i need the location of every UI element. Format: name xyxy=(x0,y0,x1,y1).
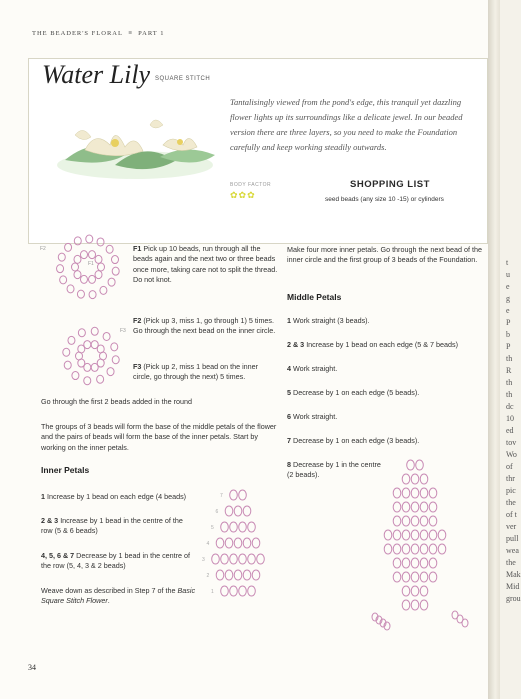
bead xyxy=(411,474,419,484)
bead xyxy=(234,538,242,548)
page-number: 34 xyxy=(28,663,36,672)
middle-step-5: 5 Decrease by 1 on each edge (5 beads). xyxy=(287,388,420,397)
bead xyxy=(411,600,419,610)
facing-page-fragment: the xyxy=(506,498,516,507)
subtitle: SQUARE STITCH xyxy=(155,76,211,82)
bead xyxy=(230,522,238,532)
facing-page-fragment: P xyxy=(506,318,511,327)
page-title: Water Lily xyxy=(42,60,151,89)
row-number: 1 xyxy=(211,589,214,595)
row-number: 3 xyxy=(202,557,205,563)
shopping-list-text: seed beads (any size 10 -15) or cylinders xyxy=(325,196,444,203)
bead xyxy=(407,460,415,470)
bead xyxy=(230,490,238,500)
bead xyxy=(429,502,437,512)
bead xyxy=(402,474,410,484)
bead xyxy=(74,271,81,279)
bead xyxy=(234,570,242,580)
bead xyxy=(68,336,75,344)
bead xyxy=(64,361,71,369)
facing-page-fragment: Wo xyxy=(506,450,517,459)
bead xyxy=(402,586,410,596)
inner-step-1: 1 Increase by 1 bead on each edge (4 beads) xyxy=(41,492,187,501)
bead xyxy=(420,558,428,568)
middle-intro: Make four more inner petals. Go through the next bead of the inner circle and the first group of 3 beads of the Foundation. xyxy=(287,245,482,265)
foundation-diagram-f3 xyxy=(56,318,131,393)
facing-page-fragment: wea xyxy=(506,546,519,555)
facing-page-fragment: th xyxy=(506,378,513,387)
bead xyxy=(67,285,74,293)
bead xyxy=(60,276,67,284)
running-head: THE BEADER'S FLORAL ≡ PART 1 xyxy=(32,30,165,37)
bead xyxy=(248,522,256,532)
facing-page-fragment: grou xyxy=(506,594,521,603)
bead xyxy=(411,544,419,554)
facing-page-fragment: t xyxy=(506,258,509,267)
facing-page-fragment: th xyxy=(506,390,513,399)
middle-step-1: 1 Work straight (3 beads). xyxy=(287,316,370,325)
bead xyxy=(86,235,93,243)
bead xyxy=(97,238,104,246)
diagram-label-f2: F2 xyxy=(40,246,46,252)
step-f3-after: Go through the first 2 beads added in the round xyxy=(41,397,193,406)
bead xyxy=(402,600,410,610)
bead xyxy=(252,570,260,580)
bead xyxy=(63,348,70,356)
facing-page-fragment: e xyxy=(506,282,510,291)
bead xyxy=(429,530,437,540)
bead xyxy=(402,488,410,498)
bead xyxy=(438,544,446,554)
bead xyxy=(248,586,256,596)
bead xyxy=(239,522,247,532)
bead xyxy=(212,554,220,564)
middle-step-2-3: 2 & 3 Increase by 1 bead on each edge (5 & 7 beads) xyxy=(287,340,459,349)
facing-page-fragment: dc xyxy=(506,402,514,411)
bead xyxy=(65,243,72,251)
facing-page-fragment: tov xyxy=(506,438,517,447)
middle-step-6: 6 Work straight. xyxy=(287,412,338,421)
bead xyxy=(257,554,265,564)
bead xyxy=(402,502,410,512)
bead xyxy=(416,460,424,470)
bead xyxy=(89,251,96,259)
facing-page-fragment: R xyxy=(506,366,512,375)
bead xyxy=(216,538,224,548)
bead xyxy=(411,586,419,596)
bead xyxy=(411,502,419,512)
bead xyxy=(112,356,119,364)
bead xyxy=(106,245,113,253)
middle-step-4: 4 Work straight. xyxy=(287,364,338,373)
bead xyxy=(420,586,428,596)
bead xyxy=(420,544,428,554)
weave-down-text: Weave down as described in Step 7 of the Basic Square Stitch Flower. xyxy=(41,586,196,606)
bead xyxy=(411,558,419,568)
bead xyxy=(72,372,79,380)
bead xyxy=(225,506,233,516)
facing-page-fragment: 10 xyxy=(506,414,514,423)
bead xyxy=(420,600,428,610)
bead xyxy=(411,572,419,582)
bead xyxy=(393,488,401,498)
middle-petals-heading: Middle Petals xyxy=(287,292,342,302)
bead xyxy=(97,375,104,383)
bead xyxy=(393,530,401,540)
bead xyxy=(95,255,102,263)
bead xyxy=(230,554,238,564)
bead xyxy=(57,265,64,273)
facing-page-fragment: of t xyxy=(506,510,517,519)
bead xyxy=(91,363,98,371)
bead xyxy=(91,327,98,335)
bead xyxy=(411,488,419,498)
step-f3: F3 (Pick up 2, miss 1 bead on the inner circle, go through the next) 5 times. xyxy=(133,362,259,382)
bead xyxy=(248,554,256,564)
bead xyxy=(411,516,419,526)
bead xyxy=(239,490,247,500)
bead xyxy=(243,538,251,548)
book-spine xyxy=(488,0,500,699)
bead xyxy=(221,522,229,532)
facing-page-fragment: Mak xyxy=(506,570,521,579)
bead xyxy=(384,530,392,540)
inner-petals-heading: Inner Petals xyxy=(41,465,90,475)
bead xyxy=(221,586,229,596)
bead xyxy=(393,558,401,568)
bead xyxy=(225,538,233,548)
bead xyxy=(74,255,81,263)
bead xyxy=(402,558,410,568)
facing-page-fragment: e xyxy=(506,306,510,315)
diagram-label-f1: F1 xyxy=(88,261,94,267)
inner-petal-diagram xyxy=(200,487,265,612)
facing-page-fragment: u xyxy=(506,270,510,279)
bead xyxy=(112,267,119,275)
bead xyxy=(429,516,437,526)
bead xyxy=(429,544,437,554)
skill-stars: ✿✿✿ xyxy=(230,190,256,200)
bead xyxy=(420,530,428,540)
step-f2: F2 (Pick up 3, miss 1, go through 1) 5 times. Go through the next bead on the inner circle. xyxy=(133,316,276,336)
bead xyxy=(420,502,428,512)
bead xyxy=(89,275,96,283)
bead xyxy=(393,516,401,526)
bead xyxy=(97,345,104,353)
shopping-list-title: SHOPPING LIST xyxy=(350,179,430,190)
bead xyxy=(72,263,79,271)
facing-page-fragment: P xyxy=(506,342,511,351)
bead xyxy=(402,530,410,540)
bead xyxy=(80,251,87,259)
bead xyxy=(84,341,91,349)
bead xyxy=(84,377,91,385)
water-lily-illustration xyxy=(55,95,220,187)
bead xyxy=(393,502,401,512)
bead xyxy=(108,278,115,286)
bead xyxy=(239,554,247,564)
facing-page-fragment: th xyxy=(506,354,513,363)
bead xyxy=(239,586,247,596)
bead xyxy=(221,554,229,564)
middle-petal-diagram xyxy=(360,457,480,637)
bead xyxy=(100,286,107,294)
bead xyxy=(384,544,392,554)
bead xyxy=(252,538,260,548)
bead xyxy=(429,488,437,498)
bead xyxy=(420,516,428,526)
groups-text: The groups of 3 beads will form the base of the middle petals of the flower and the pairs of beads will form the base of the inner petals. Start by working on the inner petals. xyxy=(41,422,277,452)
bead xyxy=(103,332,110,340)
bead xyxy=(420,572,428,582)
bead xyxy=(111,343,118,351)
facing-page-fragment: pic xyxy=(506,486,516,495)
skill-label: BODY FACTOR xyxy=(230,182,272,188)
bead xyxy=(402,516,410,526)
bead xyxy=(98,263,105,271)
facing-page-fragment: thr xyxy=(506,474,515,483)
row-number: 7 xyxy=(220,493,223,499)
bead xyxy=(438,530,446,540)
bead xyxy=(74,237,81,245)
facing-page-edge xyxy=(500,0,521,699)
inner-step-2-3: 2 & 3 Increase by 1 bead in the centre of the row (5 & 6 beads) xyxy=(41,516,183,536)
bead xyxy=(89,291,96,299)
bead xyxy=(420,488,428,498)
middle-step-8: 8 Decrease by 1 in the centre (2 beads). xyxy=(287,460,381,480)
middle-step-7: 7 Decrease by 1 on each edge (3 beads). xyxy=(287,436,420,445)
bead xyxy=(58,253,65,261)
facing-page-fragment: Mid xyxy=(506,582,520,591)
bead xyxy=(243,570,251,580)
bead xyxy=(393,544,401,554)
bead xyxy=(411,530,419,540)
bead xyxy=(111,256,118,264)
bead xyxy=(462,619,468,627)
row-number: 4 xyxy=(206,541,210,547)
diagram-label-f3: F3 xyxy=(120,328,126,334)
row-number: 2 xyxy=(206,573,210,579)
bead xyxy=(95,271,102,279)
facing-page-fragment: ver xyxy=(506,522,517,531)
bead xyxy=(78,329,85,337)
facing-page-fragment: of xyxy=(506,462,513,471)
facing-page-fragment: ed xyxy=(506,426,514,435)
bead xyxy=(230,586,238,596)
step-f1: F1 Pick up 10 beads, run through all the beads again and the next two or three beads once more, taking care not to split the thread. Do not knot. xyxy=(133,244,278,284)
facing-page-fragment: b xyxy=(506,330,510,339)
bead xyxy=(77,290,84,298)
row-number: 6 xyxy=(215,509,219,515)
bead xyxy=(234,506,242,516)
row-number: 5 xyxy=(211,525,214,531)
bead xyxy=(243,506,251,516)
bead xyxy=(429,572,437,582)
bead xyxy=(225,570,233,580)
bead xyxy=(393,572,401,582)
inner-step-4-7: 4, 5, 6 & 7 Decrease by 1 bead in the centre of the row (5, 4, 3 & 2 beads) xyxy=(41,551,191,571)
bead xyxy=(402,544,410,554)
bead xyxy=(429,558,437,568)
facing-page-fragment: g xyxy=(506,294,510,303)
bead xyxy=(80,275,87,283)
bead xyxy=(420,474,428,484)
bead xyxy=(402,572,410,582)
facing-page-fragment: the xyxy=(506,558,516,567)
bead xyxy=(216,570,224,580)
facing-page-fragment: pull xyxy=(506,534,519,543)
intro-text: Tantalisingly viewed from the pond's edge, this tranquil yet dazzling flower lights up its surroundings like a delicate jewel. In our beaded version there are three layers, so you need to make the Foundation carefully and keep working steadily outwards. xyxy=(230,97,463,152)
bead xyxy=(107,368,114,376)
foundation-diagram-f1-f2 xyxy=(38,225,133,310)
